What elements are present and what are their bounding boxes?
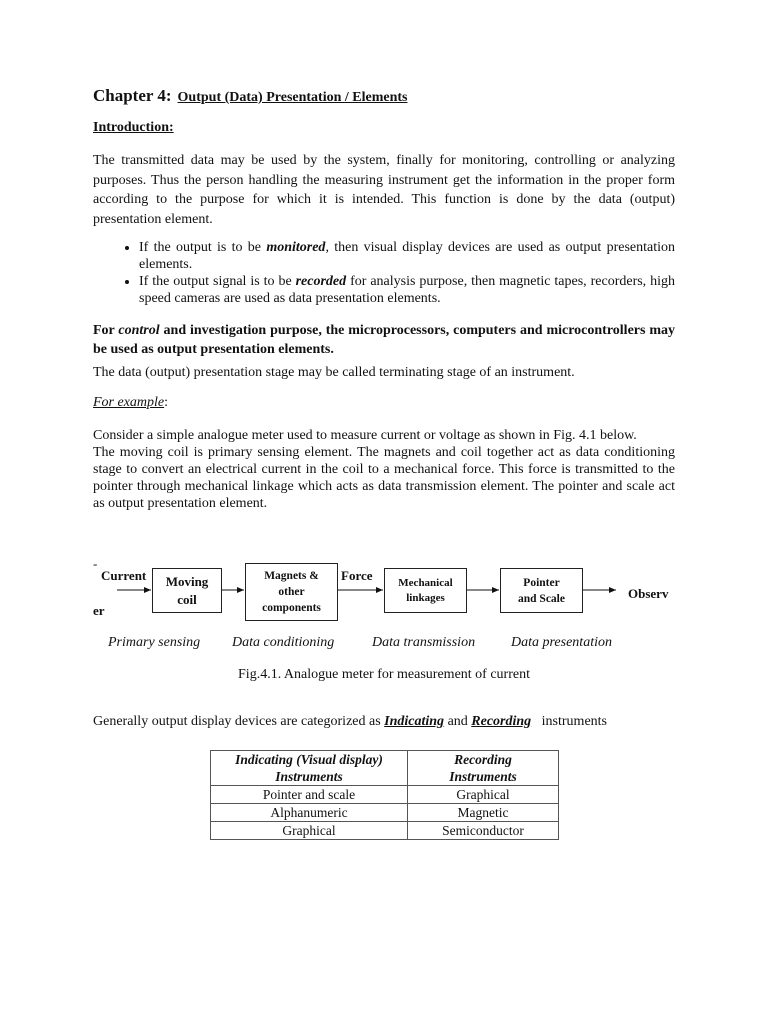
recording-word: Recording (471, 714, 532, 729)
bullet-text: , then visual display devices are used as output presentation elements. (139, 240, 675, 272)
example-colon: : (164, 394, 169, 410)
box-line: coil (177, 591, 197, 607)
sentence-text: instruments (531, 714, 608, 729)
table-cell: Graphical (211, 822, 408, 840)
example-heading-text: For example (93, 394, 165, 410)
box-line: and Scale (518, 592, 565, 605)
sentence-text: and (444, 714, 472, 729)
bold-text: For (93, 323, 119, 338)
table-cell: Semiconductor (408, 822, 559, 840)
bullet-text: If the output is to be (139, 240, 267, 255)
bullet-text: for analysis purpose, then magnetic tapes, recorders, high speed cameras are used as data presentation elements. (139, 274, 675, 306)
introduction-heading: Introduction: (93, 120, 174, 135)
table-cell: Alphanumeric (211, 804, 408, 822)
figure-caption: Fig.4.1. Analogue meter for measurement of current (238, 667, 530, 682)
header-indicating (211, 751, 408, 786)
stage-primary-sensing: Primary sensing (108, 635, 201, 650)
header-line: Indicating (Visual display) (235, 752, 383, 767)
bold-text: and investigation purpose, the microprocessors, computers and microcontrollers may be used as output presentation elements. (93, 323, 675, 357)
chapter-subtitle: Output (Data) Presentation / Elements (177, 90, 408, 105)
header-line: Instruments (275, 769, 343, 784)
categories-sentence (93, 714, 607, 730)
box-line: linkages (406, 591, 445, 604)
table-row (211, 822, 559, 840)
bold-emphasis: control (118, 323, 160, 338)
terminating-paragraph: The data (output) presentation stage may be called terminating stage of an instrument. (93, 365, 575, 380)
intro-paragraph: The transmitted data may be used by the system, finally for monitoring, controlling or analyzing purposes. Thus the person handling the measuring instrument get the information in the proper form according to the purpose for which it is intended. This function is done by the data (output) presentation element. (93, 153, 675, 227)
table-cell: Graphical (408, 786, 559, 804)
indicating-word: Indicating (384, 714, 445, 729)
instruments-table (210, 750, 559, 840)
box-mechanical-linkages (384, 568, 467, 613)
box-magnets (245, 563, 338, 621)
table-row (211, 786, 559, 804)
box-line: Mechanical (398, 576, 453, 589)
input-label: Current (101, 568, 147, 583)
stage-data-presentation: Data presentation (511, 635, 612, 650)
consider-paragraph: Consider a simple analogue meter used to measure current or voltage as shown in Fig. 4.1 below. (93, 427, 637, 443)
header-recording (408, 751, 559, 786)
box-pointer-scale (500, 568, 583, 613)
table-row (211, 804, 559, 822)
box-moving-coil (152, 568, 222, 613)
box-line: Moving (165, 573, 209, 589)
bullet-emphasis: recorded (295, 274, 347, 289)
dash-mark: - (93, 556, 98, 571)
chapter-number: Chapter 4: (93, 86, 172, 105)
box-line: components (262, 602, 321, 614)
bullet-text: If the output signal is to be (139, 274, 296, 289)
header-line: Recording (454, 752, 512, 767)
bullet-emphasis: monitored (266, 240, 326, 255)
table-cell: Magnetic (408, 804, 559, 822)
stage-data-conditioning: Data conditioning (232, 635, 335, 650)
box-line: Pointer (523, 576, 560, 589)
table-cell: Pointer and scale (211, 786, 408, 804)
moving-coil-paragraph: The moving coil is primary sensing element. The magnets and coil together act as data conditioning stage to convert an electrical current in the coil to a mechanical force. This force is transmitted to the pointer through mechanical linkage which acts as data transmission element. The pointer and scale act as output presentation element. (93, 444, 675, 511)
input-label-tail: er (93, 603, 105, 618)
sentence-text: Generally output display devices are categorized as (93, 714, 385, 729)
header-line: Instruments (449, 769, 517, 784)
output-label: Observ (628, 586, 669, 601)
box-line: Magnets & (264, 570, 319, 582)
force-label: Force (341, 568, 373, 583)
stage-data-transmission: Data transmission (372, 635, 476, 650)
table-header-row (211, 751, 559, 786)
box-line: other (278, 586, 305, 598)
